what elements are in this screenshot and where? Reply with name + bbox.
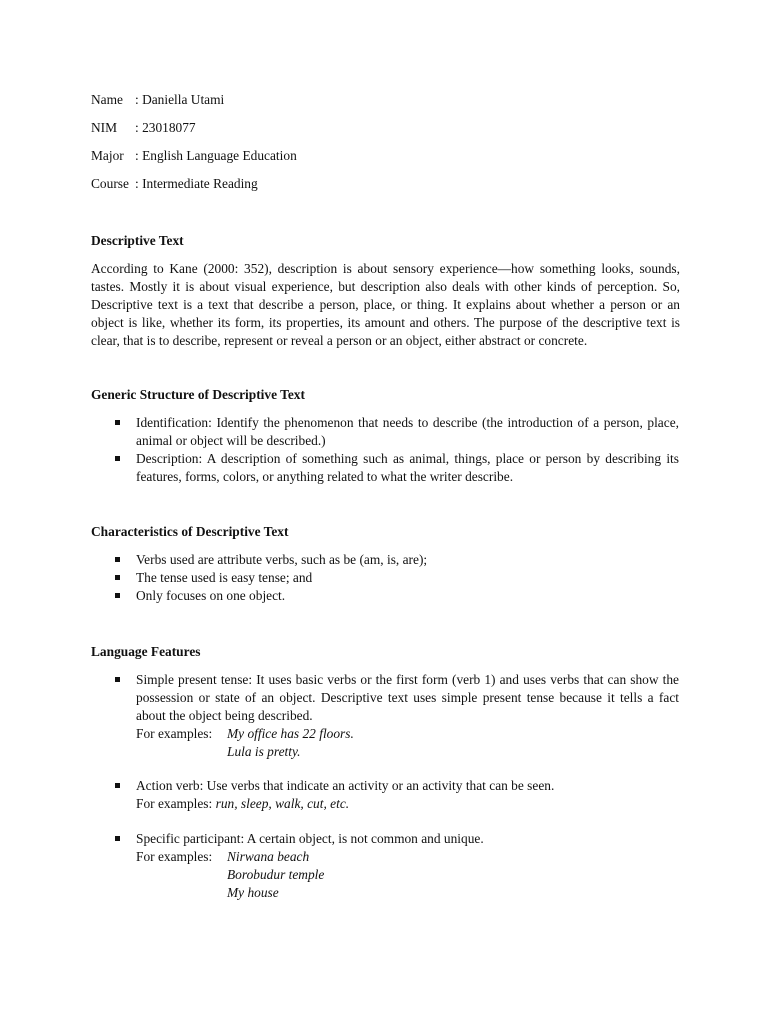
generic-item-description: Description: A description of something such as animal, things, place or person by describing its features, forms, colors, or anything related to what the writer describe.: [136, 451, 679, 484]
info-value-nim: : 23018077: [135, 120, 196, 135]
example-item: My office has 22 floors.: [227, 726, 354, 741]
examples-label: For examples:: [136, 849, 213, 864]
language-item-specific-participant: Specific participant: A certain object, is not common and unique.: [136, 831, 484, 846]
language-item-action-verb: Action verb: Use verbs that indicate an activity or an activity that can be seen.: [136, 778, 555, 793]
examples-label: For examples:: [136, 726, 213, 741]
bullet-icon: [115, 587, 129, 605]
generic-item-identification: Identification: Identify the phenomenon that needs to describe (the introduction of a person, place, animal or object will be described.): [136, 415, 679, 448]
language-item-simple-present: Simple present tense: It uses basic verbs or the first form (verb 1) and uses verbs that can show the possession or state of an object. Descriptive text uses simple present tense because it tells a fact about the object being described.: [136, 672, 679, 723]
examples-line: [136, 795, 349, 813]
characteristics-item-verbs: Verbs used are attribute verbs, such as be (am, is, are);: [136, 552, 428, 567]
bullet-icon: [115, 830, 129, 848]
bullet-icon: [115, 671, 129, 689]
info-row-course: [91, 175, 258, 193]
bullet-icon: [115, 551, 129, 569]
bullet-icon: [115, 414, 129, 432]
examples-label: For examples:: [136, 796, 213, 811]
section-heading-descriptive-text: Descriptive Text: [91, 233, 184, 248]
info-value-major: : English Language Education: [135, 148, 297, 163]
section-heading-characteristics: Characteristics of Descriptive Text: [91, 524, 289, 539]
bullet-icon: [115, 569, 129, 587]
descriptive-text-paragraph: According to Kane (2000: 352), description is about sensory experience—how something looks, sounds, tastes. Mostly it is about visual experience, but description also deals with other kinds of perception. So, Descriptive text is a text that describe a person, place, or thing. It explains about whether a person or an object is like, whether its form, its properties, its amount and others. The purpose of the descriptive text is clear, that is to describe, represent or reveal a person or an object, either abstract or concrete.: [91, 261, 680, 348]
bullet-icon: [115, 777, 129, 795]
section-heading-generic-structure: Generic Structure of Descriptive Text: [91, 387, 305, 402]
info-value-course: : Intermediate Reading: [135, 176, 258, 191]
section-heading-language-features: Language Features: [91, 644, 201, 659]
example-inline-list: run, sleep, walk, cut, etc.: [215, 796, 350, 811]
characteristics-item-tense: The tense used is easy tense; and: [136, 570, 313, 585]
bullet-icon: [115, 450, 129, 468]
example-item: Nirwana beach: [227, 849, 310, 864]
info-row-nim: [91, 119, 196, 137]
info-value-name: : Daniella Utami: [135, 92, 225, 107]
example-item: Borobudur temple: [227, 867, 325, 882]
info-label-major: Major: [91, 148, 124, 163]
characteristics-item-focus: Only focuses on one object.: [136, 588, 286, 603]
info-label-name: Name: [91, 92, 123, 107]
example-item: My house: [227, 885, 279, 900]
info-label-course: Course: [91, 176, 129, 191]
info-row-major: [91, 147, 297, 165]
example-item: Lula is pretty.: [227, 744, 301, 759]
info-row-name: [91, 91, 224, 109]
info-label-nim: NIM: [91, 120, 118, 135]
